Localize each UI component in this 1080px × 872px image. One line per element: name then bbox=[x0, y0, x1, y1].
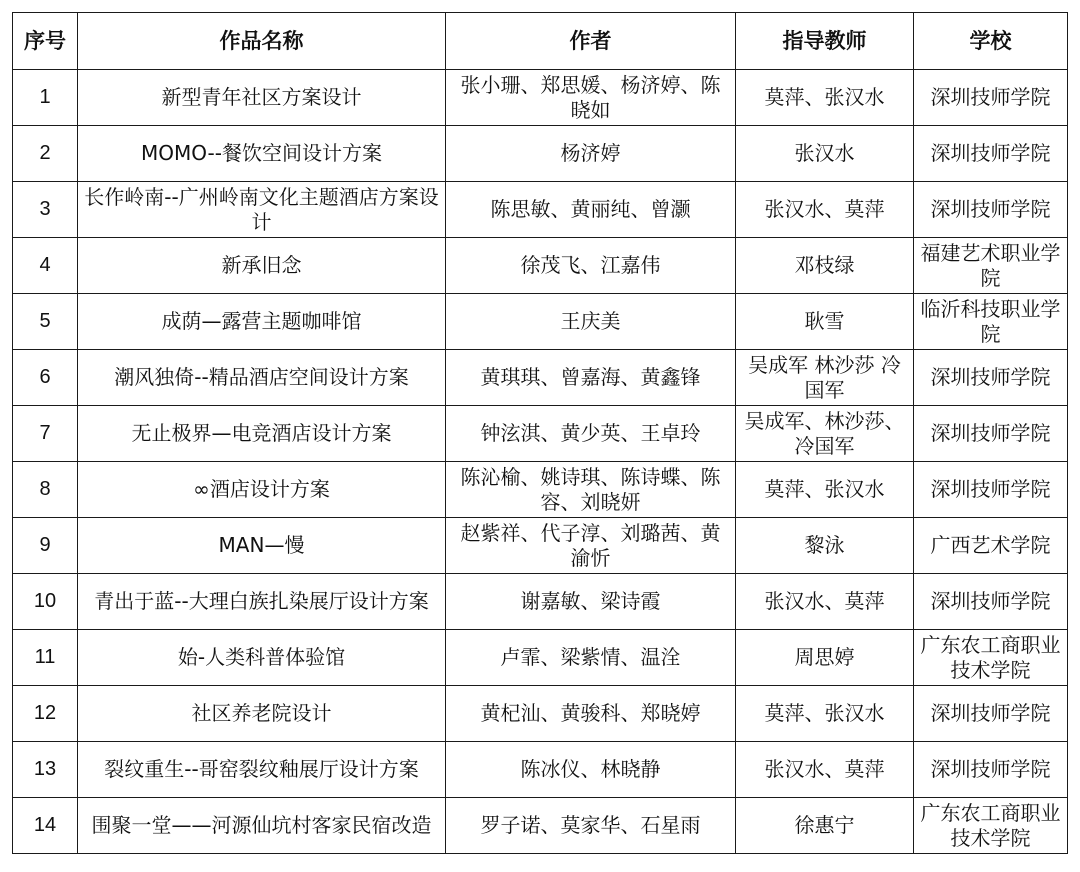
cell-teachers: 黎泳 bbox=[736, 518, 914, 574]
table-row bbox=[13, 742, 1068, 798]
cell-school: 深圳技师学院 bbox=[914, 742, 1068, 798]
cell-authors: 卢霏、梁紫情、温洤 bbox=[446, 630, 736, 686]
cell-authors: 陈思敏、黄丽纯、曾灏 bbox=[446, 182, 736, 238]
header-row bbox=[13, 13, 1068, 70]
cell-teachers: 张汉水、莫萍 bbox=[736, 182, 914, 238]
cell-index: 14 bbox=[13, 798, 78, 854]
cell-authors: 陈冰仪、林晓静 bbox=[446, 742, 736, 798]
cell-teachers: 吴成军 林沙莎 冷国军 bbox=[736, 350, 914, 406]
header-authors: 作者 bbox=[446, 13, 736, 70]
cell-school: 深圳技师学院 bbox=[914, 70, 1068, 126]
cell-authors: 谢嘉敏、梁诗霞 bbox=[446, 574, 736, 630]
cell-authors: 王庆美 bbox=[446, 294, 736, 350]
cell-school: 深圳技师学院 bbox=[914, 126, 1068, 182]
header-teachers: 指导教师 bbox=[736, 13, 914, 70]
cell-index: 5 bbox=[13, 294, 78, 350]
cell-index: 10 bbox=[13, 574, 78, 630]
table-row bbox=[13, 350, 1068, 406]
cell-index: 1 bbox=[13, 70, 78, 126]
cell-authors: 钟泫淇、黄少英、王卓玲 bbox=[446, 406, 736, 462]
table-row bbox=[13, 294, 1068, 350]
cell-authors: 张小珊、郑思媛、杨济婷、陈晓如 bbox=[446, 70, 736, 126]
table-row bbox=[13, 798, 1068, 854]
cell-title: ∞酒店设计方案 bbox=[78, 462, 446, 518]
cell-teachers: 周思婷 bbox=[736, 630, 914, 686]
cell-teachers: 耿雪 bbox=[736, 294, 914, 350]
table-row bbox=[13, 462, 1068, 518]
cell-title: 新承旧念 bbox=[78, 238, 446, 294]
cell-title: MAN—慢 bbox=[78, 518, 446, 574]
cell-authors: 罗子诺、莫家华、石星雨 bbox=[446, 798, 736, 854]
header-title: 作品名称 bbox=[78, 13, 446, 70]
table-row bbox=[13, 70, 1068, 126]
cell-authors: 黄杞汕、黄骏科、郑晓婷 bbox=[446, 686, 736, 742]
cell-title: 青出于蓝--大理白族扎染展厅设计方案 bbox=[78, 574, 446, 630]
cell-title: 始-人类科普体验馆 bbox=[78, 630, 446, 686]
cell-title: MOMO--餐饮空间设计方案 bbox=[78, 126, 446, 182]
table-row bbox=[13, 686, 1068, 742]
table-row bbox=[13, 518, 1068, 574]
cell-school: 福建艺术职业学院 bbox=[914, 238, 1068, 294]
cell-teachers: 徐惠宁 bbox=[736, 798, 914, 854]
cell-title: 长作岭南--广州岭南文化主题酒店方案设计 bbox=[78, 182, 446, 238]
cell-title: 无止极界—电竞酒店设计方案 bbox=[78, 406, 446, 462]
award-table bbox=[12, 12, 1068, 854]
cell-index: 11 bbox=[13, 630, 78, 686]
cell-teachers: 张汉水、莫萍 bbox=[736, 574, 914, 630]
cell-school: 深圳技师学院 bbox=[914, 406, 1068, 462]
table-row bbox=[13, 406, 1068, 462]
cell-index: 3 bbox=[13, 182, 78, 238]
cell-teachers: 吴成军、林沙莎、冷国军 bbox=[736, 406, 914, 462]
cell-title: 潮风独倚--精品酒店空间设计方案 bbox=[78, 350, 446, 406]
cell-title: 裂纹重生--哥窑裂纹釉展厅设计方案 bbox=[78, 742, 446, 798]
cell-authors: 黄琪琪、曾嘉海、黄鑫锋 bbox=[446, 350, 736, 406]
cell-index: 13 bbox=[13, 742, 78, 798]
cell-teachers: 莫萍、张汉水 bbox=[736, 70, 914, 126]
cell-school: 深圳技师学院 bbox=[914, 574, 1068, 630]
cell-index: 9 bbox=[13, 518, 78, 574]
cell-school: 广东农工商职业技术学院 bbox=[914, 630, 1068, 686]
cell-title: 围聚一堂——河源仙坑村客家民宿改造 bbox=[78, 798, 446, 854]
cell-authors: 杨济婷 bbox=[446, 126, 736, 182]
cell-authors: 陈沁榆、姚诗琪、陈诗蝶、陈容、刘晓妍 bbox=[446, 462, 736, 518]
cell-index: 12 bbox=[13, 686, 78, 742]
cell-school: 广西艺术学院 bbox=[914, 518, 1068, 574]
cell-school: 深圳技师学院 bbox=[914, 686, 1068, 742]
cell-school: 临沂科技职业学院 bbox=[914, 294, 1068, 350]
table-row bbox=[13, 574, 1068, 630]
table-row bbox=[13, 630, 1068, 686]
cell-index: 8 bbox=[13, 462, 78, 518]
cell-teachers: 张汉水、莫萍 bbox=[736, 742, 914, 798]
cell-index: 7 bbox=[13, 406, 78, 462]
cell-teachers: 邓枝绿 bbox=[736, 238, 914, 294]
cell-school: 深圳技师学院 bbox=[914, 350, 1068, 406]
cell-authors: 赵紫祥、代子淳、刘璐茜、黄渝忻 bbox=[446, 518, 736, 574]
cell-title: 成荫—露营主题咖啡馆 bbox=[78, 294, 446, 350]
cell-teachers: 张汉水 bbox=[736, 126, 914, 182]
cell-index: 4 bbox=[13, 238, 78, 294]
cell-teachers: 莫萍、张汉水 bbox=[736, 462, 914, 518]
table-row bbox=[13, 182, 1068, 238]
cell-title: 新型青年社区方案设计 bbox=[78, 70, 446, 126]
cell-school: 深圳技师学院 bbox=[914, 462, 1068, 518]
table-row bbox=[13, 126, 1068, 182]
header-school: 学校 bbox=[914, 13, 1068, 70]
cell-index: 6 bbox=[13, 350, 78, 406]
table-row bbox=[13, 238, 1068, 294]
cell-teachers: 莫萍、张汉水 bbox=[736, 686, 914, 742]
table-body bbox=[13, 70, 1068, 854]
cell-school: 深圳技师学院 bbox=[914, 182, 1068, 238]
cell-title: 社区养老院设计 bbox=[78, 686, 446, 742]
table-header bbox=[13, 13, 1068, 70]
cell-index: 2 bbox=[13, 126, 78, 182]
cell-authors: 徐茂飞、江嘉伟 bbox=[446, 238, 736, 294]
header-index: 序号 bbox=[13, 13, 78, 70]
cell-school: 广东农工商职业技术学院 bbox=[914, 798, 1068, 854]
